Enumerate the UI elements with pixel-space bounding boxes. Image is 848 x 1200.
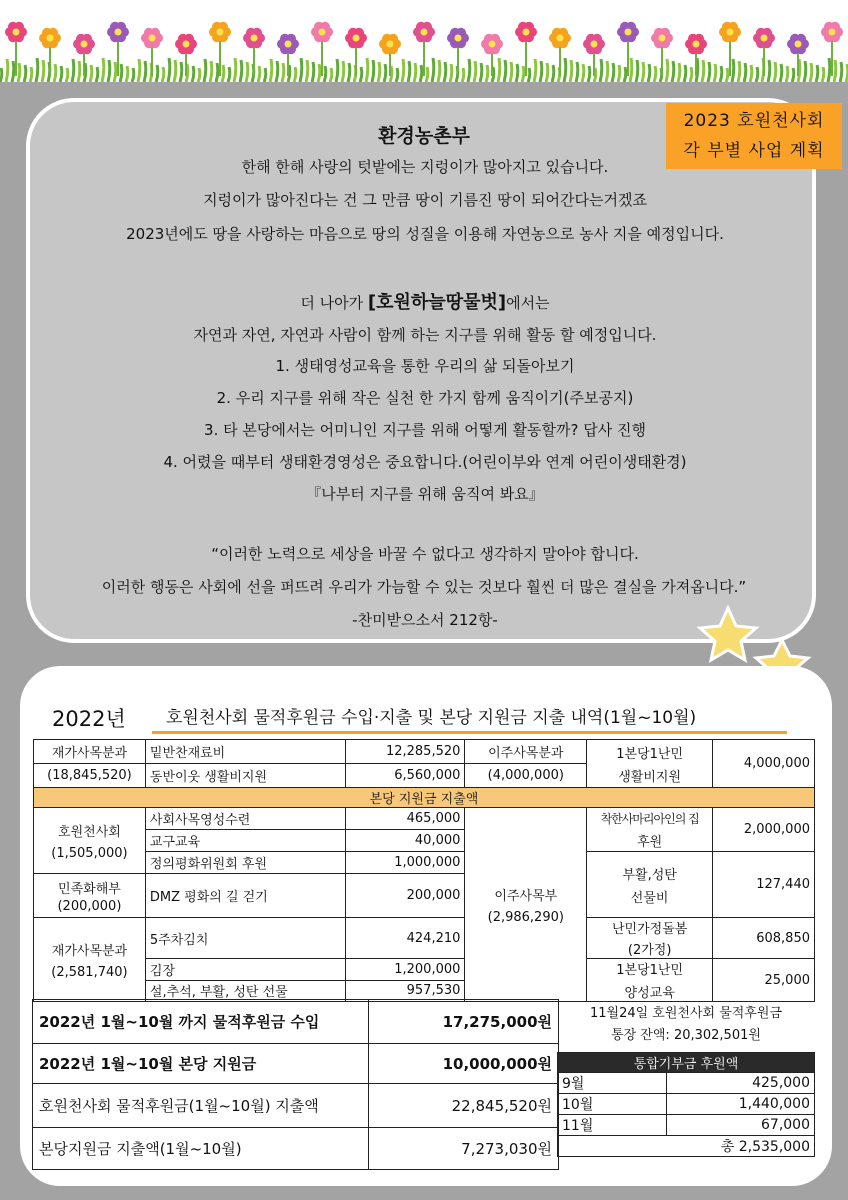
grass-blade: [12, 61, 14, 82]
migrant-item-1-line2: 선물비: [630, 890, 669, 906]
mid-item: [587, 740, 713, 788]
quote-line-0: “이러한 노력으로 세상을 바꿀 수 없다고 생각하지 말아야 합니다.: [211, 545, 639, 563]
grass-blade: [468, 59, 470, 82]
grass-blade: [618, 65, 620, 82]
grass-blade: [690, 67, 692, 82]
grass-blade: [72, 59, 74, 82]
g0-item-2-name: 정의평화위원회 후원: [145, 852, 345, 874]
grass-blade: [630, 58, 632, 82]
grass-blade: [156, 65, 158, 82]
grass-blade: [216, 63, 218, 82]
left-dept: 재가사목분과: [34, 740, 146, 764]
quote-source: -찬미받으소서 212항-: [352, 611, 498, 629]
grass-blade: [222, 65, 224, 82]
left-item-0-amount: 12,285,520: [345, 740, 465, 764]
grass-blade: [312, 62, 314, 82]
grass-blade: [504, 60, 506, 82]
plan-line-4: 4. 어렸을 때부터 생태환경영성은 중요합니다.(어린이부와 연계 어린이생태환경): [163, 453, 687, 471]
grass-blade: [402, 59, 404, 82]
grass-blade: [600, 59, 602, 82]
grass-blade: [384, 64, 386, 82]
intro-brand: [호원하늘땅물벗]: [367, 292, 507, 313]
grass-blade: [816, 65, 818, 82]
group-0-dept: [34, 808, 146, 874]
grass-blade: [276, 61, 278, 82]
grass-blade: [702, 60, 704, 82]
star-icon: [700, 608, 756, 660]
env-line-3: 2023년에도 땅을 사랑하는 마음으로 땅의 성질을 이용해 자연농으로 농사 지을 예정입니다.: [126, 225, 724, 243]
grass-blade: [192, 66, 194, 82]
mid-dept: 이주사목분과: [465, 740, 587, 764]
donation-1-month: 10월: [558, 1094, 667, 1115]
grass-blade: [54, 64, 56, 82]
grass-blade: [444, 62, 446, 82]
grass-blade: [786, 66, 788, 82]
grass-blade: [450, 64, 452, 82]
grass-blade: [78, 61, 80, 82]
grass-blade: [564, 58, 566, 82]
grass-blade: [408, 61, 410, 82]
donation-total: 총 2,535,000: [558, 1136, 815, 1157]
grass-blade: [414, 63, 416, 82]
g0-item-0-name: 사회사목영성수련: [145, 808, 345, 830]
group-1-dept-name: 민족화해부: [58, 881, 121, 897]
grass-blade: [498, 58, 500, 82]
grass-blade: [180, 62, 182, 82]
donation-1-amount: 1,440,000: [667, 1094, 815, 1115]
grass-blade: [708, 62, 710, 82]
balance-box: [557, 1003, 815, 1157]
summary-table: [32, 999, 559, 1170]
flower-border: [0, 0, 848, 82]
grass-blade: [588, 66, 590, 82]
left-item-1-amount: 6,560,000: [345, 764, 465, 788]
grass-blade: [102, 58, 104, 82]
donation-2-amount: 67,000: [667, 1115, 815, 1136]
grass-blade: [24, 65, 26, 82]
migrant-dept-name: 이주사목부: [494, 888, 558, 904]
mid-amount: 4,000,000: [713, 740, 815, 788]
plan-line-5: 『나부터 지구를 위해 움직여 봐요』: [306, 485, 544, 503]
badge-line1: 2023 호원천사회: [683, 111, 825, 131]
donation-0-amount: 425,000: [667, 1073, 815, 1094]
grass-blade: [552, 65, 554, 82]
grass-blade: [768, 60, 770, 82]
grass-blade: [750, 65, 752, 82]
group-0-dept-name: 호원천사회: [58, 824, 121, 840]
grass-blade: [678, 63, 680, 82]
grass-blade: [372, 60, 374, 82]
summary-0-label: 2022년 1월~10월 까지 물적후원금 수입: [33, 1000, 369, 1044]
intro-suffix: 에서는: [506, 294, 550, 312]
env-line-1: 한해 한해 사랑의 텃밭에는 지렁이가 많아지고 있습니다.: [241, 158, 609, 176]
grass-blade: [6, 59, 8, 82]
grass-blade: [330, 68, 332, 82]
grass-blade: [210, 61, 212, 82]
grass-blade: [396, 68, 398, 82]
grass-blade: [720, 66, 722, 82]
migrant-item-3-line1: 1본당1난민: [616, 963, 684, 978]
migrant-item-0-amount: 2,000,000: [713, 808, 815, 852]
mid-total: (4,000,000): [465, 764, 587, 788]
grass-blade: [300, 58, 302, 82]
grass-blade: [162, 67, 164, 82]
grass-blade: [126, 66, 128, 82]
top-expense-table: [33, 739, 815, 1002]
grass-blade: [576, 62, 578, 82]
grass-blade: [132, 68, 134, 82]
grass-blade: [636, 60, 638, 82]
donation-header: 통합기부금 후원액: [558, 1053, 815, 1073]
grass-blade: [432, 58, 434, 82]
grass-blade: [0, 68, 2, 82]
summary-0-value: 17,275,000원: [369, 1000, 559, 1044]
grass-blade: [90, 65, 92, 82]
migrant-item-3: [587, 959, 713, 1002]
migrant-item-3-amount: 25,000: [713, 959, 815, 1002]
grass-blade: [36, 58, 38, 82]
grass-blade: [714, 64, 716, 82]
grass-blade: [264, 68, 266, 82]
donation-0-month: 9월: [558, 1073, 667, 1094]
grass-blade: [726, 68, 728, 82]
grass-blade: [486, 65, 488, 82]
migrant-item-0-line2: 후원: [637, 834, 663, 850]
intro-prefix: 더 나아가: [300, 294, 368, 312]
migrant-dept-total: (2,986,290): [487, 909, 564, 925]
grass-blade: [294, 67, 296, 82]
grass-blade: [780, 64, 782, 82]
left-total: (18,845,520): [34, 764, 146, 788]
grass-blade: [834, 60, 836, 82]
grass-blade: [228, 67, 230, 82]
balance-line1: 11월24일 호원천사회 물적후원금: [589, 1006, 783, 1021]
grass-blade: [672, 61, 674, 82]
grass-blade: [234, 58, 236, 82]
migrant-item-0-line1: 착한사마리아인의 집: [600, 811, 699, 826]
migrant-item-3-line2: 양성교육: [624, 986, 675, 1001]
migrant-item-1-amount: 127,440: [713, 852, 815, 918]
flower-border-art: [0, 0, 848, 82]
grass-blade: [60, 66, 62, 82]
grass-blade: [528, 68, 530, 82]
grass-blade: [642, 62, 644, 82]
g0-item-1-name: 교구교육: [145, 830, 345, 852]
grass-blade: [426, 67, 428, 82]
grass-blade: [840, 62, 842, 82]
grass-blade: [756, 67, 758, 82]
plan-line-3: 3. 타 본당에서는 어미니인 지구를 위해 어떻게 활동할까? 답사 진행: [204, 421, 646, 439]
grass-blade: [654, 66, 656, 82]
grass-blade: [174, 60, 176, 82]
grass-blade: [516, 64, 518, 82]
grass-blade: [42, 60, 44, 82]
grass-blade: [336, 59, 338, 82]
g2-item-0-name: 5주차김치: [145, 918, 345, 959]
g2-item-2-amount: 957,530: [345, 980, 465, 1002]
grass-blade: [438, 60, 440, 82]
migrant-item-0: [587, 808, 713, 852]
summary-3-label: 본당지원금 지출액(1월~10월): [33, 1128, 369, 1170]
summary-1-value: 10,000,000원: [369, 1044, 559, 1084]
migrant-item-2: [587, 918, 713, 959]
group-0-dept-total: (1,505,000): [51, 845, 128, 861]
grass-blade: [510, 62, 512, 82]
grass-blade: [18, 63, 20, 82]
report-heading: 호원천사회 물적후원금 수입·지출 및 본당 지원금 지출 내역(1월~10월): [152, 703, 787, 734]
grass-blade: [810, 63, 812, 82]
grass-blade: [66, 68, 68, 82]
group-1-dept: [34, 874, 146, 918]
quote-line-1: 이러한 행동은 사회에 선을 퍼뜨려 우리가 가늠할 수 있는 것보다 훨씬 더 많은 결실을 가져옵니다.”: [101, 578, 747, 596]
grass-blade: [348, 63, 350, 82]
grass-blade: [420, 65, 422, 82]
plan-line-2: 2. 우리 지구를 위해 작은 실천 한 가지 함께 움직이기(주보공지): [216, 389, 634, 407]
grass-blade: [270, 59, 272, 82]
summary-3-value: 7,273,030원: [369, 1128, 559, 1170]
plan-line-1: 1. 생태영성교육을 통한 우리의 삶 되돌아보기: [275, 357, 575, 375]
grass-blade: [666, 59, 668, 82]
grass-blade: [522, 66, 524, 82]
grass-blade: [138, 59, 140, 82]
env-title: 환경농촌부: [378, 125, 470, 147]
g1-item-0-name: DMZ 평화의 길 걷기: [145, 874, 345, 918]
grass-blade: [822, 67, 824, 82]
grass-blade: [324, 66, 326, 82]
grass-blade: [318, 64, 320, 82]
grass-blade: [570, 60, 572, 82]
summary-2-label: 호원천사회 물적후원금(1월~10월) 지출액: [33, 1084, 369, 1128]
grass-blade: [612, 63, 614, 82]
summary-1-label: 2022년 1월~10월 본당 지원금: [33, 1044, 369, 1084]
group-2-dept: [34, 918, 146, 1002]
grass-blade: [246, 62, 248, 82]
summary-2-value: 22,845,520원: [369, 1084, 559, 1128]
migrant-item-1-line1: 부활,성탄: [622, 867, 677, 883]
grass-blade: [804, 61, 806, 82]
grass-blade: [774, 62, 776, 82]
grass-blade: [306, 60, 308, 82]
grass-blade: [96, 67, 98, 82]
migrant-item-1: [587, 852, 713, 918]
grass-blade: [204, 59, 206, 82]
grass-blade: [480, 63, 482, 82]
grass-blade: [342, 61, 344, 82]
env-line-2: 지렁이가 많아진다는 건 그 만큼 땅이 기름진 땅이 되어간다는거겠죠: [203, 191, 647, 209]
grass-blade: [648, 64, 650, 82]
donation-table: [557, 1052, 815, 1157]
g2-item-2-name: 설,추석, 부활, 성탄 선물: [145, 980, 345, 1002]
grass-blade: [366, 58, 368, 82]
g2-item-0-amount: 424,210: [345, 918, 465, 959]
grass-blade: [744, 63, 746, 82]
grass-blade: [282, 63, 284, 82]
grass-blade: [120, 64, 122, 82]
g2-item-1-amount: 1,200,000: [345, 959, 465, 981]
grass-blade: [792, 68, 794, 82]
grass-blade: [462, 68, 464, 82]
mid-item-line1: 1본당1난민: [616, 746, 684, 762]
badge-line2: 각 부별 사업 계획: [683, 141, 825, 161]
grass-blade: [684, 65, 686, 82]
migrant-item-2-line1: 난민가정돌봄: [611, 922, 688, 937]
grass-blade: [198, 68, 200, 82]
group-1-dept-total: (200,000): [57, 898, 122, 914]
grass-blade: [582, 64, 584, 82]
grass-blade: [258, 66, 260, 82]
donation-2-month: 11월: [558, 1115, 667, 1136]
grass-blade: [534, 59, 536, 82]
left-item-0-name: 밑반찬재료비: [145, 740, 345, 764]
mid-item-line2: 생활비지원: [618, 769, 682, 785]
g0-item-1-amount: 40,000: [345, 830, 465, 852]
grass-blade: [240, 60, 242, 82]
g2-item-1-name: 김장: [145, 959, 345, 981]
plan-line-0: 자연과 자연, 자연과 사람이 함께 하는 지구를 위해 활동 할 예정입니다.: [193, 326, 657, 344]
grass-blade: [606, 61, 608, 82]
g1-item-0-amount: 200,000: [345, 874, 465, 918]
grass-blade: [828, 58, 830, 82]
grass-blade: [474, 61, 476, 82]
grass-blade: [360, 67, 362, 82]
grass-blade: [540, 61, 542, 82]
group-2-dept-name: 재가사목분과: [51, 943, 128, 959]
group-2-dept-total: (2,581,740): [51, 964, 128, 980]
left-item-1-name: 동반이웃 생활비지원: [145, 764, 345, 788]
migrant-item-2-amount: 608,850: [713, 918, 815, 959]
grass-blade: [30, 67, 32, 82]
grass-blade: [546, 63, 548, 82]
grass-blade: [108, 60, 110, 82]
migrant-dept: [465, 808, 587, 1002]
grass-blade: [168, 58, 170, 82]
grass-blade: [378, 62, 380, 82]
grass-blade: [114, 62, 116, 82]
balance-line2: 통장 잔액: 20,302,501원: [611, 1028, 761, 1043]
grass-blade: [732, 59, 734, 82]
g0-item-2-amount: 1,000,000: [345, 852, 465, 874]
migrant-item-2-line2: (2가정): [627, 943, 672, 958]
grass-blade: [144, 61, 146, 82]
support-band: 본당 지원금 지출액: [34, 788, 815, 808]
g0-item-0-amount: 465,000: [345, 808, 465, 830]
grass-blade: [624, 67, 626, 82]
env-intro: [30, 288, 820, 314]
report-year: 2022년: [52, 707, 126, 731]
grass-blade: [738, 61, 740, 82]
